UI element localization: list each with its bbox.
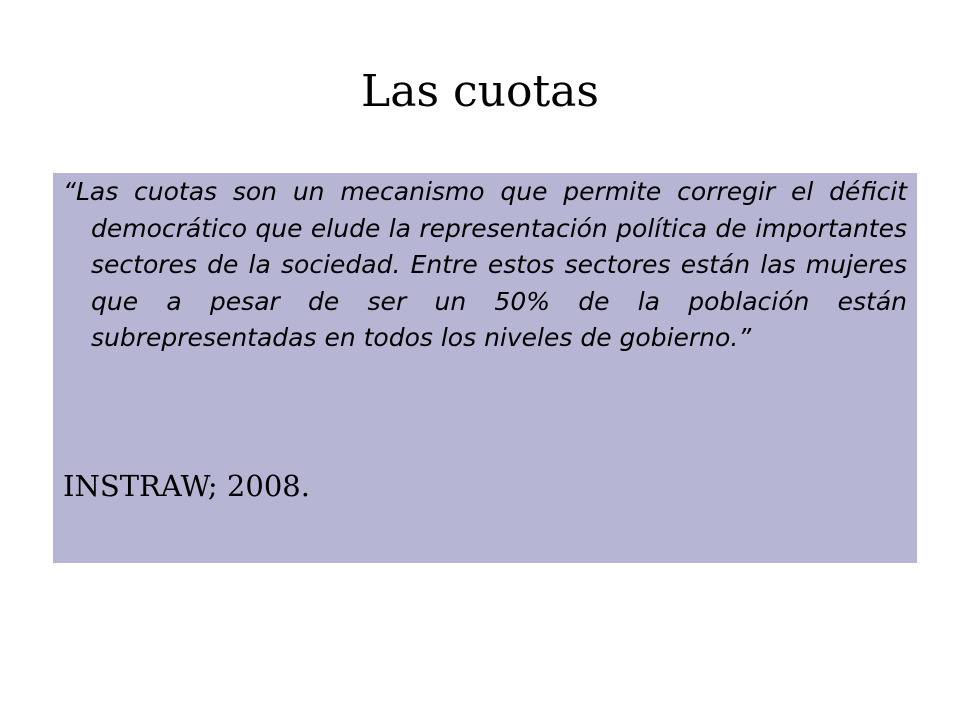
quote-box xyxy=(53,173,917,563)
quote-text: “Las cuotas son un mecanismo que permite corregir el déficit democrático que elude la representación política de importantes sectores de la sociedad. Entre estos sectores están las mujeres que a pesar de ser un 50% de la población están subrepresentadas en todos los niveles de gobierno.” xyxy=(63,177,907,352)
slide-title: Las cuotas xyxy=(361,66,599,117)
citation: INSTRAW; 2008. xyxy=(63,469,310,503)
